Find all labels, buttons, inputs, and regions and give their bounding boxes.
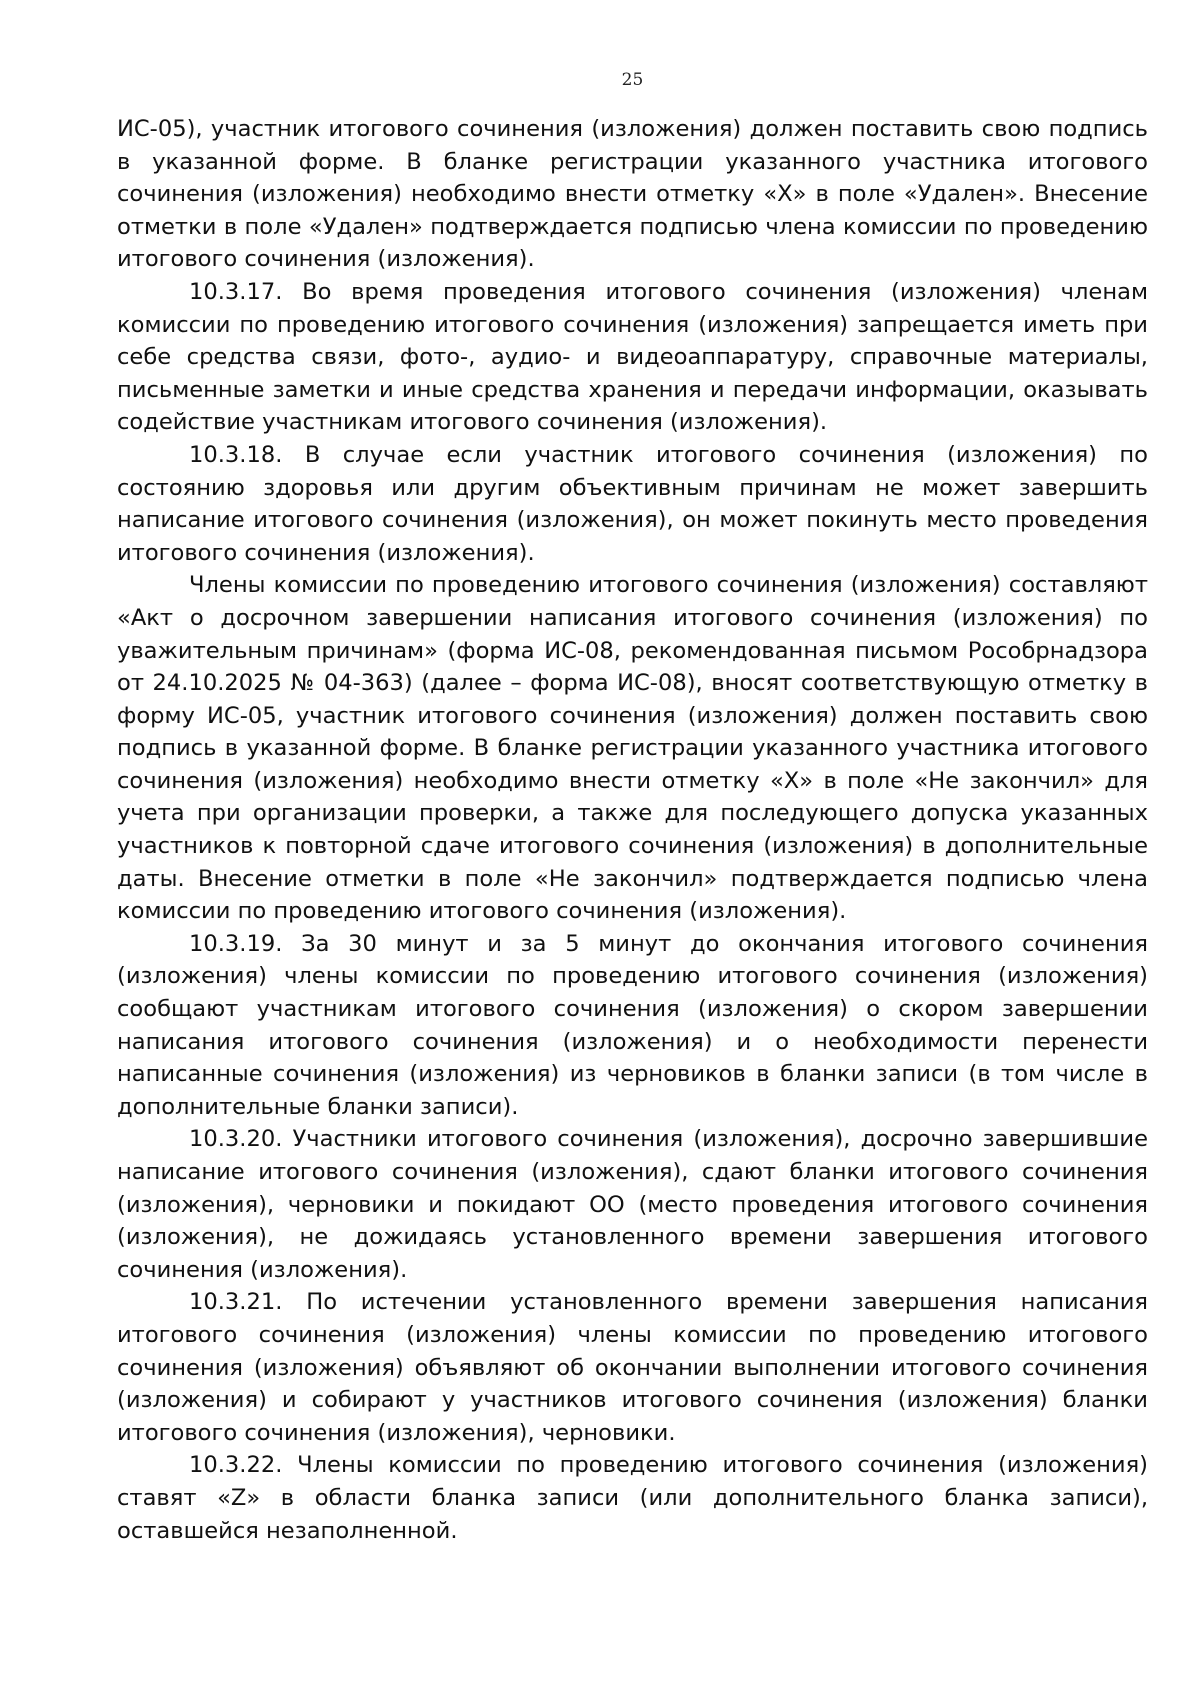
page-number: 25 <box>621 70 644 90</box>
paragraph-10-3-22: 10.3.22. Члены комиссии по проведению итогового сочинения (изложения) ставят «Z» в области бланка записи (или дополнительного бланка записи), оставшейся незаполненной. <box>117 1452 1148 1544</box>
document-body <box>117 113 1148 1547</box>
paragraph-10-3-21: 10.3.21. По истечении установленного времени завершения написания итогового сочинения (изложения) члены комиссии по проведению итогового сочинения (изложения) объявляют об окончании выполнении итогового сочинения (изложения) и собирают у участников итогового сочинения (изложения) бланки итогового сочинения (изложения), черновики. <box>117 1289 1148 1446</box>
paragraph-10-3-20: 10.3.20. Участники итогового сочинения (изложения), досрочно завершившие написание итогового сочинения (изложения), сдают бланки итогового сочинения (изложения), черновики и покидают ОО (место проведения итогового сочинения (изложения), не дожидаясь установленного времени завершения итогового сочинения (изложения). <box>117 1126 1148 1283</box>
paragraph-10-3-17: 10.3.17. Во время проведения итогового сочинения (изложения) членам комиссии по проведению итогового сочинения (изложения) запрещается иметь при себе средства связи, фото-, аудио- и видеоаппаратуру, справочные материалы, письменные заметки и иные средства хранения и передачи информации, оказывать содействие участникам итогового сочинения (изложения). <box>117 278 1148 436</box>
paragraph-10-3-18: 10.3.18. В случае если участник итогового сочинения (изложения) по состоянию здоровья или другим объективным причинам не может завершить написание итогового сочинения (изложения), он может покинуть место проведения итогового сочинения (изложения). <box>117 441 1148 566</box>
paragraph-10-3-19: 10.3.19. За 30 минут и за 5 минут до окончания итогового сочинения (изложения) члены комиссии по проведению итогового сочинения (изложения) сообщают участникам итогового сочинения (изложения) о скором завершении написания итогового сочинения (изложения) и о необходимости перенести написанные сочинения (изложения) из черновиков в бланки записи (в том числе в дополнительные бланки записи). <box>117 930 1148 1120</box>
paragraph-commission-act: Члены комиссии по проведению итогового сочинения (изложения) составляют «Акт о досрочном завершении написания итогового сочинения (изложения) по уважительным причинам» (форма ИС-08, рекомендованная письмом Рособрнадзора от 24.10.2025 № 04-363) (далее – форма ИС-08), вносят соответствующую отметку в форму ИС-05, участник итогового сочинения (изложения) должен поставить свою подпись в указанной форме. В бланке регистрации указанного участника итогового сочинения (изложения) необходимо внести отметку «X» в поле «Не закончил» для учета при организации проверки, а также для последующего допуска указанных участников к повторной сдаче итогового сочинения (изложения) в дополнительные даты. Внесение отметки в поле «Не закончил» подтверждается подписью члена комиссии по проведению итогового сочинения (изложения). <box>117 572 1148 925</box>
paragraph-continuation: ИС-05), участник итогового сочинения (изложения) должен поставить свою подпись в указанной форме. В бланке регистрации указанного участника итогового сочинения (изложения) необходимо внести отметку «X» в поле «Удален». Внесение отметки в поле «Удален» подтверждается подписью члена комиссии по проведению итогового сочинения (изложения). <box>117 116 1148 273</box>
